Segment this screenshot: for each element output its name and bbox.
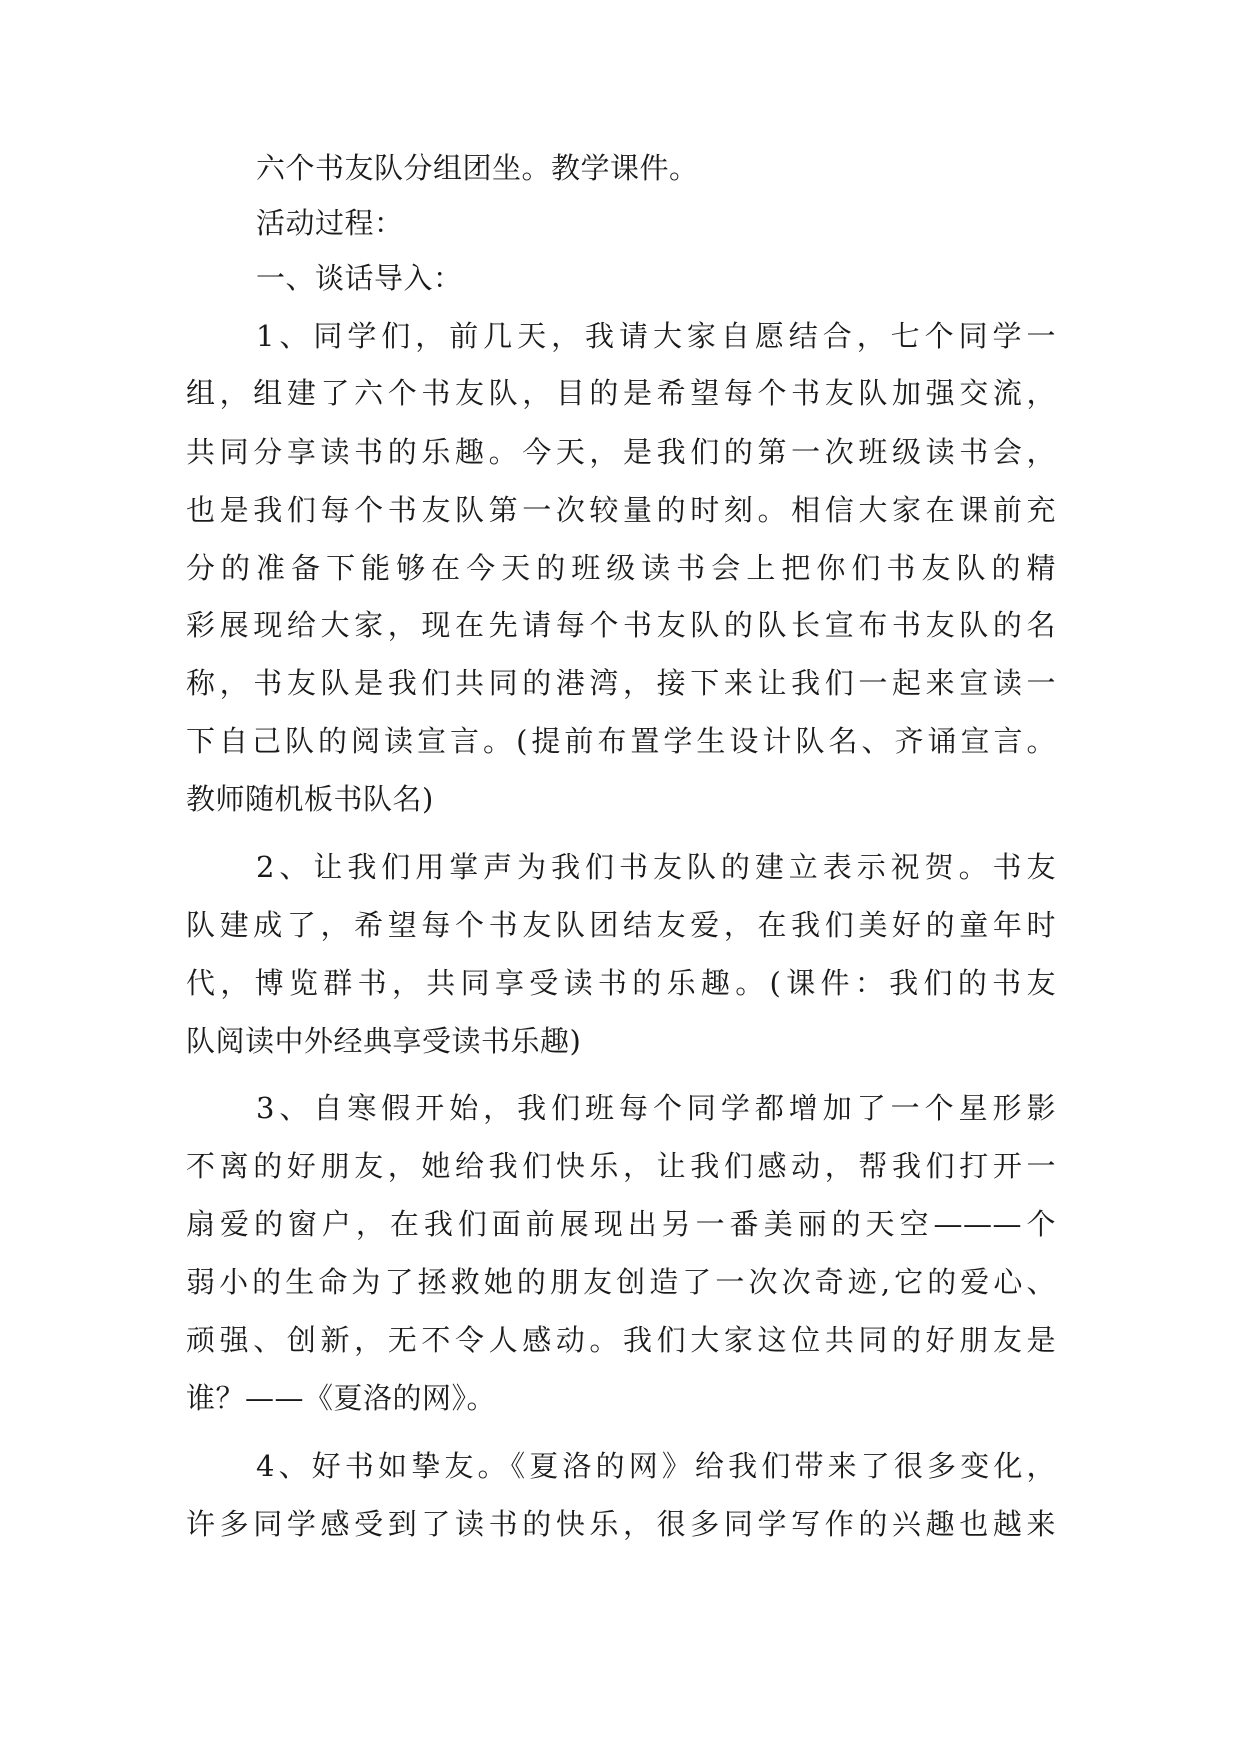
text-line: 六个书友队分组团坐。教学课件。 [256,151,699,185]
text-line: 共同分享读书的乐趣。今天，是我们的第一次班级读书会， [186,435,1056,469]
text-line: 扇爱的窗户，在我们面前展现出另一番美丽的天空———个 [186,1207,1056,1241]
text-line: 分的准备下能够在今天的班级读书会上把你们书友队的精 [186,551,1056,585]
text-line: 弱小的生命为了拯救她的朋友创造了一次次奇迹,它的爱心、 [186,1265,1056,1299]
text-line: 一、谈话导入： [256,261,463,295]
text-line: 3、自寒假开始，我们班每个同学都增加了一个星形影 [256,1091,1056,1125]
text-line: 代，博览群书，共同享受读书的乐趣。(课件：我们的书友 [186,966,1056,1000]
text-line: 顽强、创新，无不令人感动。我们大家这位共同的好朋友是 [186,1323,1056,1357]
text-line: 谁？——《夏洛的网》。 [186,1381,497,1415]
text-line: 2、让我们用掌声为我们书友队的建立表示祝贺。书友 [256,850,1056,884]
text-line: 不离的好朋友，她给我们快乐，让我们感动，帮我们打开一 [186,1149,1056,1183]
text-line: 4、好书如挚友。《夏洛的网》给我们带来了很多变化， [256,1449,1056,1483]
text-line: 队阅读中外经典享受读书乐趣) [186,1024,582,1058]
text-line: 活动过程： [256,206,404,240]
text-line: 1、同学们，前几天，我请大家自愿结合，七个同学一 [256,319,1056,353]
text-line: 许多同学感受到了读书的快乐，很多同学写作的兴趣也越来 [186,1507,1056,1541]
text-line: 彩展现给大家，现在先请每个书友队的队长宣布书友队的名 [186,608,1056,642]
text-line: 下自己队的阅读宣言。(提前布置学生设计队名、齐诵宣言。 [186,724,1056,758]
text-line: 称，书友队是我们共同的港湾，接下来让我们一起来宣读一 [186,666,1056,700]
text-line: 队建成了，希望每个书友队团结友爱，在我们美好的童年时 [186,908,1056,942]
text-line: 教师随机板书队名) [186,782,434,816]
text-line: 也是我们每个书友队第一次较量的时刻。相信大家在课前充 [186,493,1056,527]
text-line: 组，组建了六个书友队，目的是希望每个书友队加强交流， [186,376,1056,410]
